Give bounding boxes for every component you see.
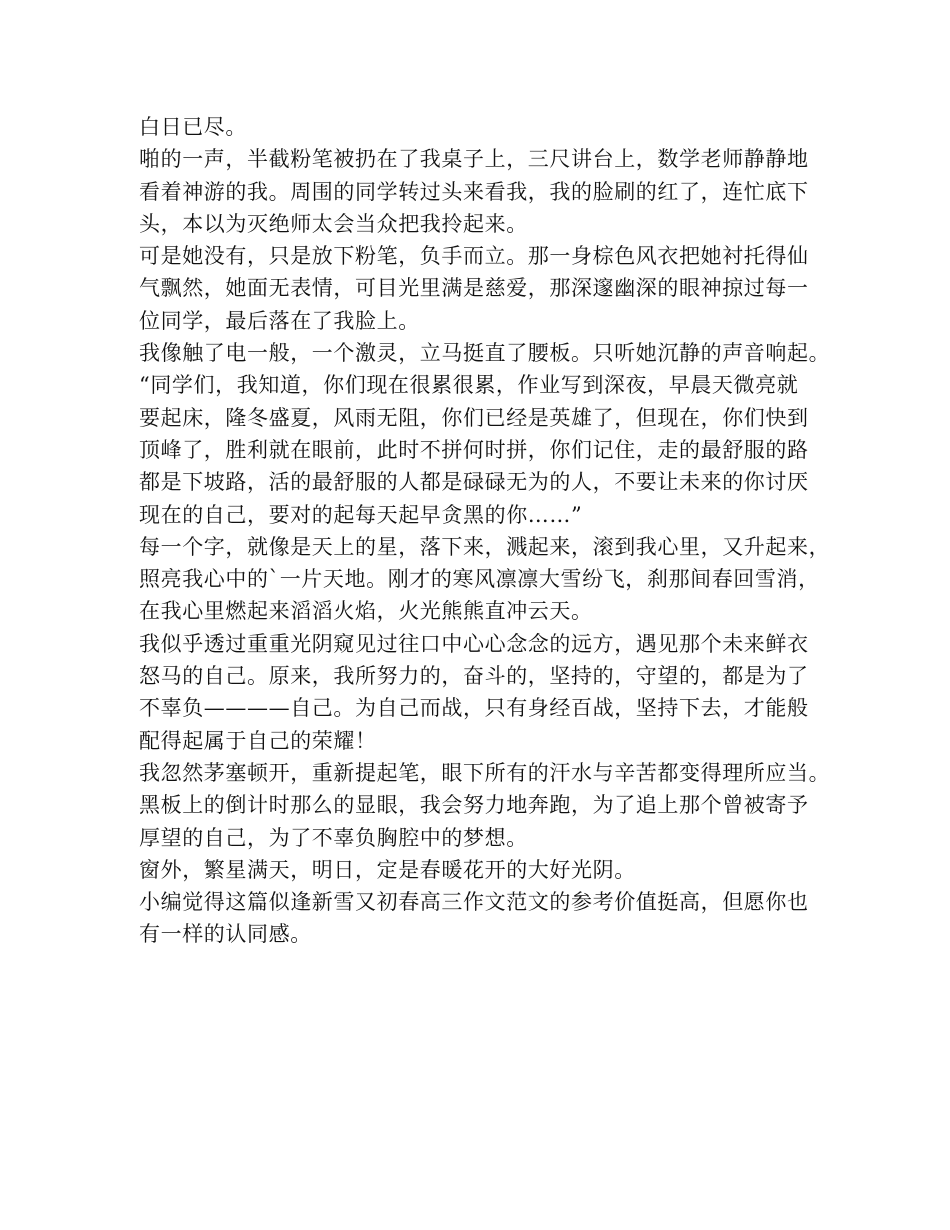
text-line: 怒马的自己。原来，我所努力的，奋斗的，坚持的，守望的，都是为了 bbox=[139, 664, 809, 689]
text-line: 不辜负————自己。为自己而战，只有身经百战，坚持下去，才能般 bbox=[139, 696, 809, 721]
text-line: 照亮我心中的`一片天地。刚才的寒风凛凛大雪纷飞，刹那间春回雪消， bbox=[139, 567, 820, 592]
text-line: 黑板上的倒计时那么的显眼，我会努力地奔跑，为了追上那个曾被寄予 bbox=[139, 793, 809, 818]
text-line: 看着神游的我。周围的同学转过头来看我，我的脸刷的红了，连忙底下 bbox=[139, 179, 809, 204]
text-line: 我像触了电一般，一个激灵，立马挺直了腰板。只听她沉静的声音响起。 bbox=[139, 341, 831, 366]
text-line: 都是下坡路，活的最舒服的人都是碌碌无为的人，不要让未来的你讨厌 bbox=[139, 470, 809, 495]
text-line: 窗外，繁星满天，明日，定是春暖花开的大好光阴。 bbox=[139, 857, 636, 882]
text-line: 可是她没有，只是放下粉笔，负手而立。那一身棕色风衣把她衬托得仙 bbox=[139, 244, 809, 269]
text-line: 小编觉得这篇似逢新雪又初春高三作文范文的参考价值挺高，但愿你也 bbox=[139, 890, 809, 915]
document-body bbox=[139, 111, 829, 951]
text-line: 我忽然茅塞顿开，重新提起笔，眼下所有的汗水与辛苦都变得理所应当。 bbox=[139, 760, 831, 785]
text-line: 位同学，最后落在了我脸上。 bbox=[139, 308, 420, 333]
text-line: 有一样的认同感。 bbox=[139, 922, 312, 947]
text-line: 配得起属于自己的荣耀！ bbox=[139, 728, 377, 753]
text-line: 在我心里燃起来滔滔火焰，火光熊熊直冲云天。 bbox=[139, 599, 593, 624]
text-line: 要起床，隆冬盛夏，风雨无阻，你们已经是英雄了，但现在，你们快到 bbox=[139, 405, 809, 430]
text-line: 气飘然，她面无表情，可目光里满是慈爱，那深邃幽深的眼神掠过每一 bbox=[139, 276, 809, 301]
text-line: 现在的自己，要对的起每天起早贪黑的你……” bbox=[139, 502, 583, 527]
text-line: 顶峰了，胜利就在眼前，此时不拼何时拼，你们记住，走的最舒服的路 bbox=[139, 437, 809, 462]
text-line: 每一个字，就像是天上的星，落下来，溅起来，滚到我心里，又升起来， bbox=[139, 534, 831, 559]
text-line: 白日已尽。 bbox=[139, 115, 247, 139]
text-line: 我似乎透过重重光阴窥见过往口中心心念念的远方，遇见那个未来鲜衣 bbox=[139, 631, 809, 656]
text-line: “同学们，我知道，你们现在很累很累，作业写到深夜，早晨天微亮就 bbox=[139, 373, 799, 398]
text-line: 头，本以为灭绝师太会当众把我拎起来。 bbox=[139, 211, 528, 236]
text-line: 啪的一声，半截粉笔被扔在了我桌子上，三尺讲台上，数学老师静静地 bbox=[139, 147, 809, 172]
text-line: 厚望的自己，为了不辜负胸腔中的梦想。 bbox=[139, 825, 528, 850]
